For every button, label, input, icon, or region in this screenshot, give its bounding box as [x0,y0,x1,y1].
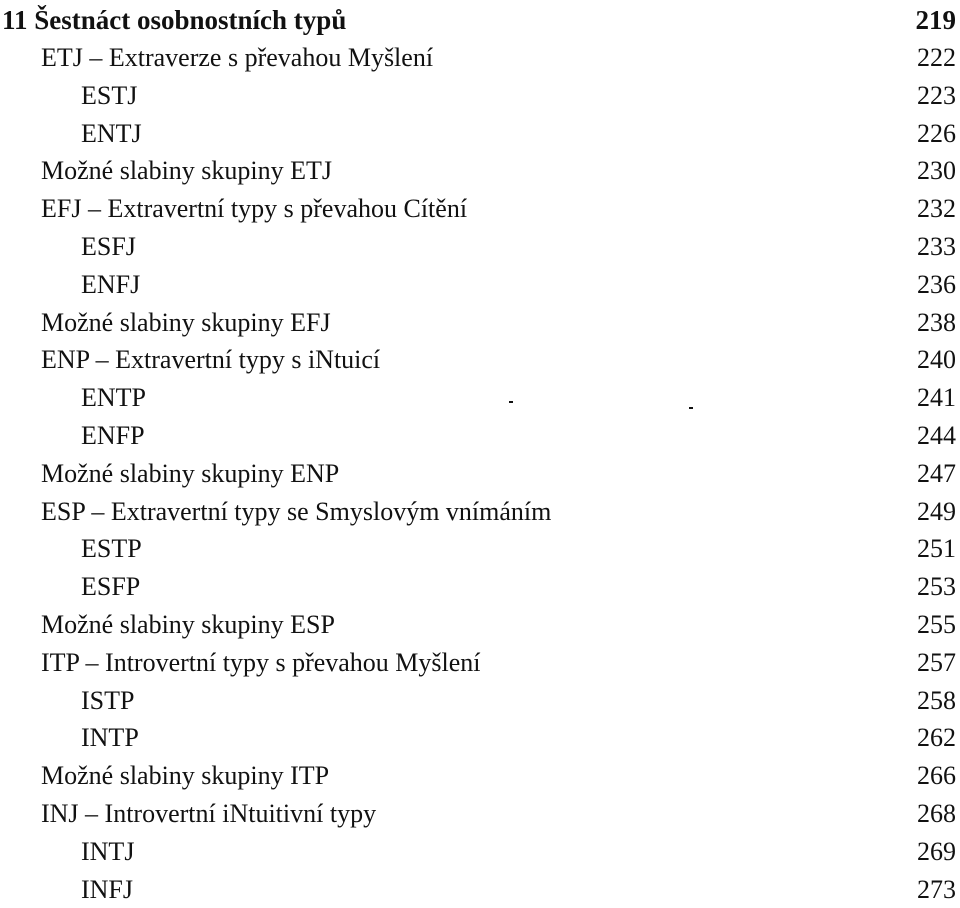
scan-speck [689,407,693,409]
chapter-title: Šestnáct osobnostních typů [34,5,347,35]
toc-entry-title: INJ – Introvertní iNtuitivní typy [41,799,377,828]
toc-entry-title: ESTP [81,534,142,564]
toc-entry [0,418,956,454]
toc-entry-title: Možné slabiny skupiny ETJ [41,156,333,186]
toc-entry [0,153,956,189]
toc-entry [0,40,956,76]
toc-entry-page: 241 [917,383,956,413]
toc-entry-page: 266 [917,761,956,791]
chapter-page-number: 219 [915,5,956,35]
toc-entry [0,645,956,681]
toc-entry [0,191,956,227]
toc-entry-title: Možné slabiny skupiny ESP [41,610,335,639]
chapter-heading [0,2,956,38]
toc-entry-page: 257 [917,647,956,677]
toc-entry-page: 223 [917,80,956,110]
toc-entry-page: 222 [917,43,956,72]
toc-entry-title: ESTJ [81,80,138,110]
toc-entry [0,834,956,870]
toc-entry-title: ENTP [81,383,146,413]
toc-entry [0,796,956,832]
toc-entry [0,116,956,152]
toc-entry-page: 268 [917,799,956,828]
toc-entry-title: ESP – Extravertní typy se Smyslovým vnímáním [41,496,552,526]
toc-entry-title: ISTP [81,685,135,715]
toc-entry-page: 258 [917,685,956,715]
toc-entry [0,380,956,416]
toc-entry [0,342,956,378]
toc-entry-title: ENP – Extravertní typy s iNtuicí [41,345,381,375]
toc-entry [0,305,956,341]
toc-entry [0,494,956,530]
toc-entry-page: 273 [917,874,956,904]
toc-entry [0,720,956,756]
toc-entry-page: 240 [917,345,956,375]
toc-entry-title: ENTJ [81,118,142,148]
toc-entry [0,758,956,794]
toc-entry-page: 269 [917,836,956,866]
chapter-heading-text [2,2,346,38]
toc-entry-title: ITP – Introvertní typy s převahou Myšlení [41,647,481,677]
toc-entry-page: 236 [917,269,956,299]
toc-entry-title: ESFJ [81,232,136,261]
toc-entry [0,531,956,567]
toc-entry [0,229,956,265]
toc-entry-title: ESFP [81,572,141,602]
toc-entry-title: ENFJ [81,269,141,299]
toc-entry-page: 251 [917,534,956,564]
toc-entry-page: 230 [917,156,956,186]
toc-entry [0,78,956,114]
toc-entry-title: INTJ [81,836,135,866]
toc-entry-title: ENFP [81,421,145,450]
toc-entry [0,872,956,908]
toc-entry [0,456,956,492]
toc-entry-title: Možné slabiny skupiny EFJ [41,307,331,337]
toc-entry-title: Možné slabiny skupiny ITP [41,761,330,791]
toc-entry-title: INTP [81,723,139,753]
toc-entry [0,569,956,605]
toc-entry-title: Možné slabiny skupiny ENP [41,458,340,488]
toc-entry [0,607,956,643]
toc-entry-title: INFJ [81,874,134,904]
toc-entry-page: 255 [917,610,956,639]
toc-entry-title: ETJ – Extraverze s převahou Myšlení [41,43,434,72]
scan-speck [509,401,513,403]
toc-entry [0,683,956,719]
toc-entry-page: 249 [917,496,956,526]
toc-entry-page: 238 [917,307,956,337]
toc-entry-page: 247 [917,458,956,488]
toc-entry-page: 253 [917,572,956,602]
toc-entry-page: 226 [917,118,956,148]
toc-entry-page: 244 [917,421,956,450]
toc-entry [0,267,956,303]
toc-entry-page: 233 [917,232,956,261]
toc-entry-page: 232 [917,194,956,224]
toc-entry-page: 262 [917,723,956,753]
chapter-number: 11 [2,5,28,35]
toc-entry-title: EFJ – Extravertní typy s převahou Cítění [41,194,468,224]
